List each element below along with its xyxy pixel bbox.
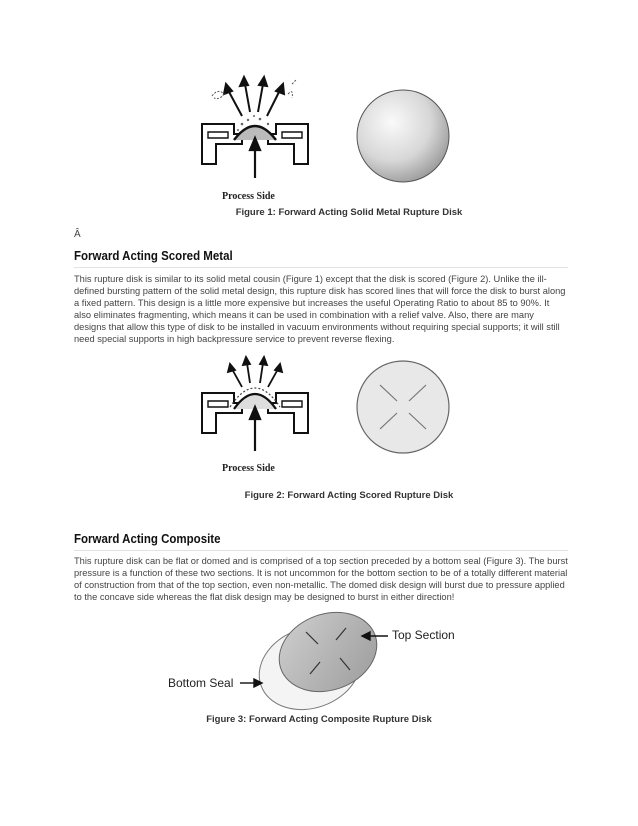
- figure1-diagram: [190, 72, 460, 204]
- process-side-label: Process Side: [222, 463, 275, 474]
- figure3-caption: Figure 3: Forward Acting Composite Rupture Disk: [206, 714, 432, 725]
- stray-character: Â: [74, 229, 81, 240]
- top-section-label: Top Section: [392, 628, 455, 642]
- scored-disk-icon: [357, 361, 449, 453]
- figure1-caption: Figure 1: Forward Acting Solid Metal Rupture Disk: [235, 207, 463, 218]
- paragraph-composite: This rupture disk can be flat or domed and is comprised of a top section preceded by a bottom seal (Figure 3). The burst pressure is a function of these two sections. It is not uncommon for the bottom section to be of a totally different material of construction from that of the top section, even non-metallic. The domed disk design will burst due to pressure applied to the concave side whereas the flat disk design may be designed to burst in either direction!: [74, 556, 568, 602]
- section-divider: [74, 550, 568, 551]
- burst-arrows-icon: [224, 77, 284, 116]
- solid-disk-icon: [357, 90, 449, 182]
- bottom-seal-label: Bottom Seal: [168, 676, 234, 690]
- process-side-label: Process Side: [222, 191, 275, 202]
- paragraph-scored: This rupture disk is similar to its solid metal cousin (Figure 1) except that the disk is scored (Figure 2). Unlike the ill-defined bursting pattern of the solid metal design, this rupture disk has scored lines that will force the disk to burst along a fixed pattern. This design is a little more expensive but increases the useful Operating Ratio to about 85 to 90%. It also eliminates fragmenting, which means it can be used in combination with a relief valve. Also, there are many designs that allow this type of disk to be installed in vacuum environments without requiring special supports; it will still need special supports in high backpressure service to prevent reverse flexing.: [74, 274, 566, 344]
- section-heading-composite: Forward Acting Composite: [74, 532, 221, 546]
- burst-arrows-icon: [228, 357, 282, 387]
- figure2-caption: Figure 2: Forward Acting Scored Rupture Disk: [244, 490, 454, 501]
- process-arrow-icon: [250, 407, 260, 451]
- figure2-diagram: [190, 355, 460, 477]
- process-arrow-icon: [250, 138, 260, 178]
- section-heading-scored: Forward Acting Scored Metal: [74, 249, 233, 263]
- section-divider: [74, 267, 568, 268]
- figure3-diagram: [160, 608, 480, 714]
- bottom-seal-arrow-icon: [240, 679, 262, 687]
